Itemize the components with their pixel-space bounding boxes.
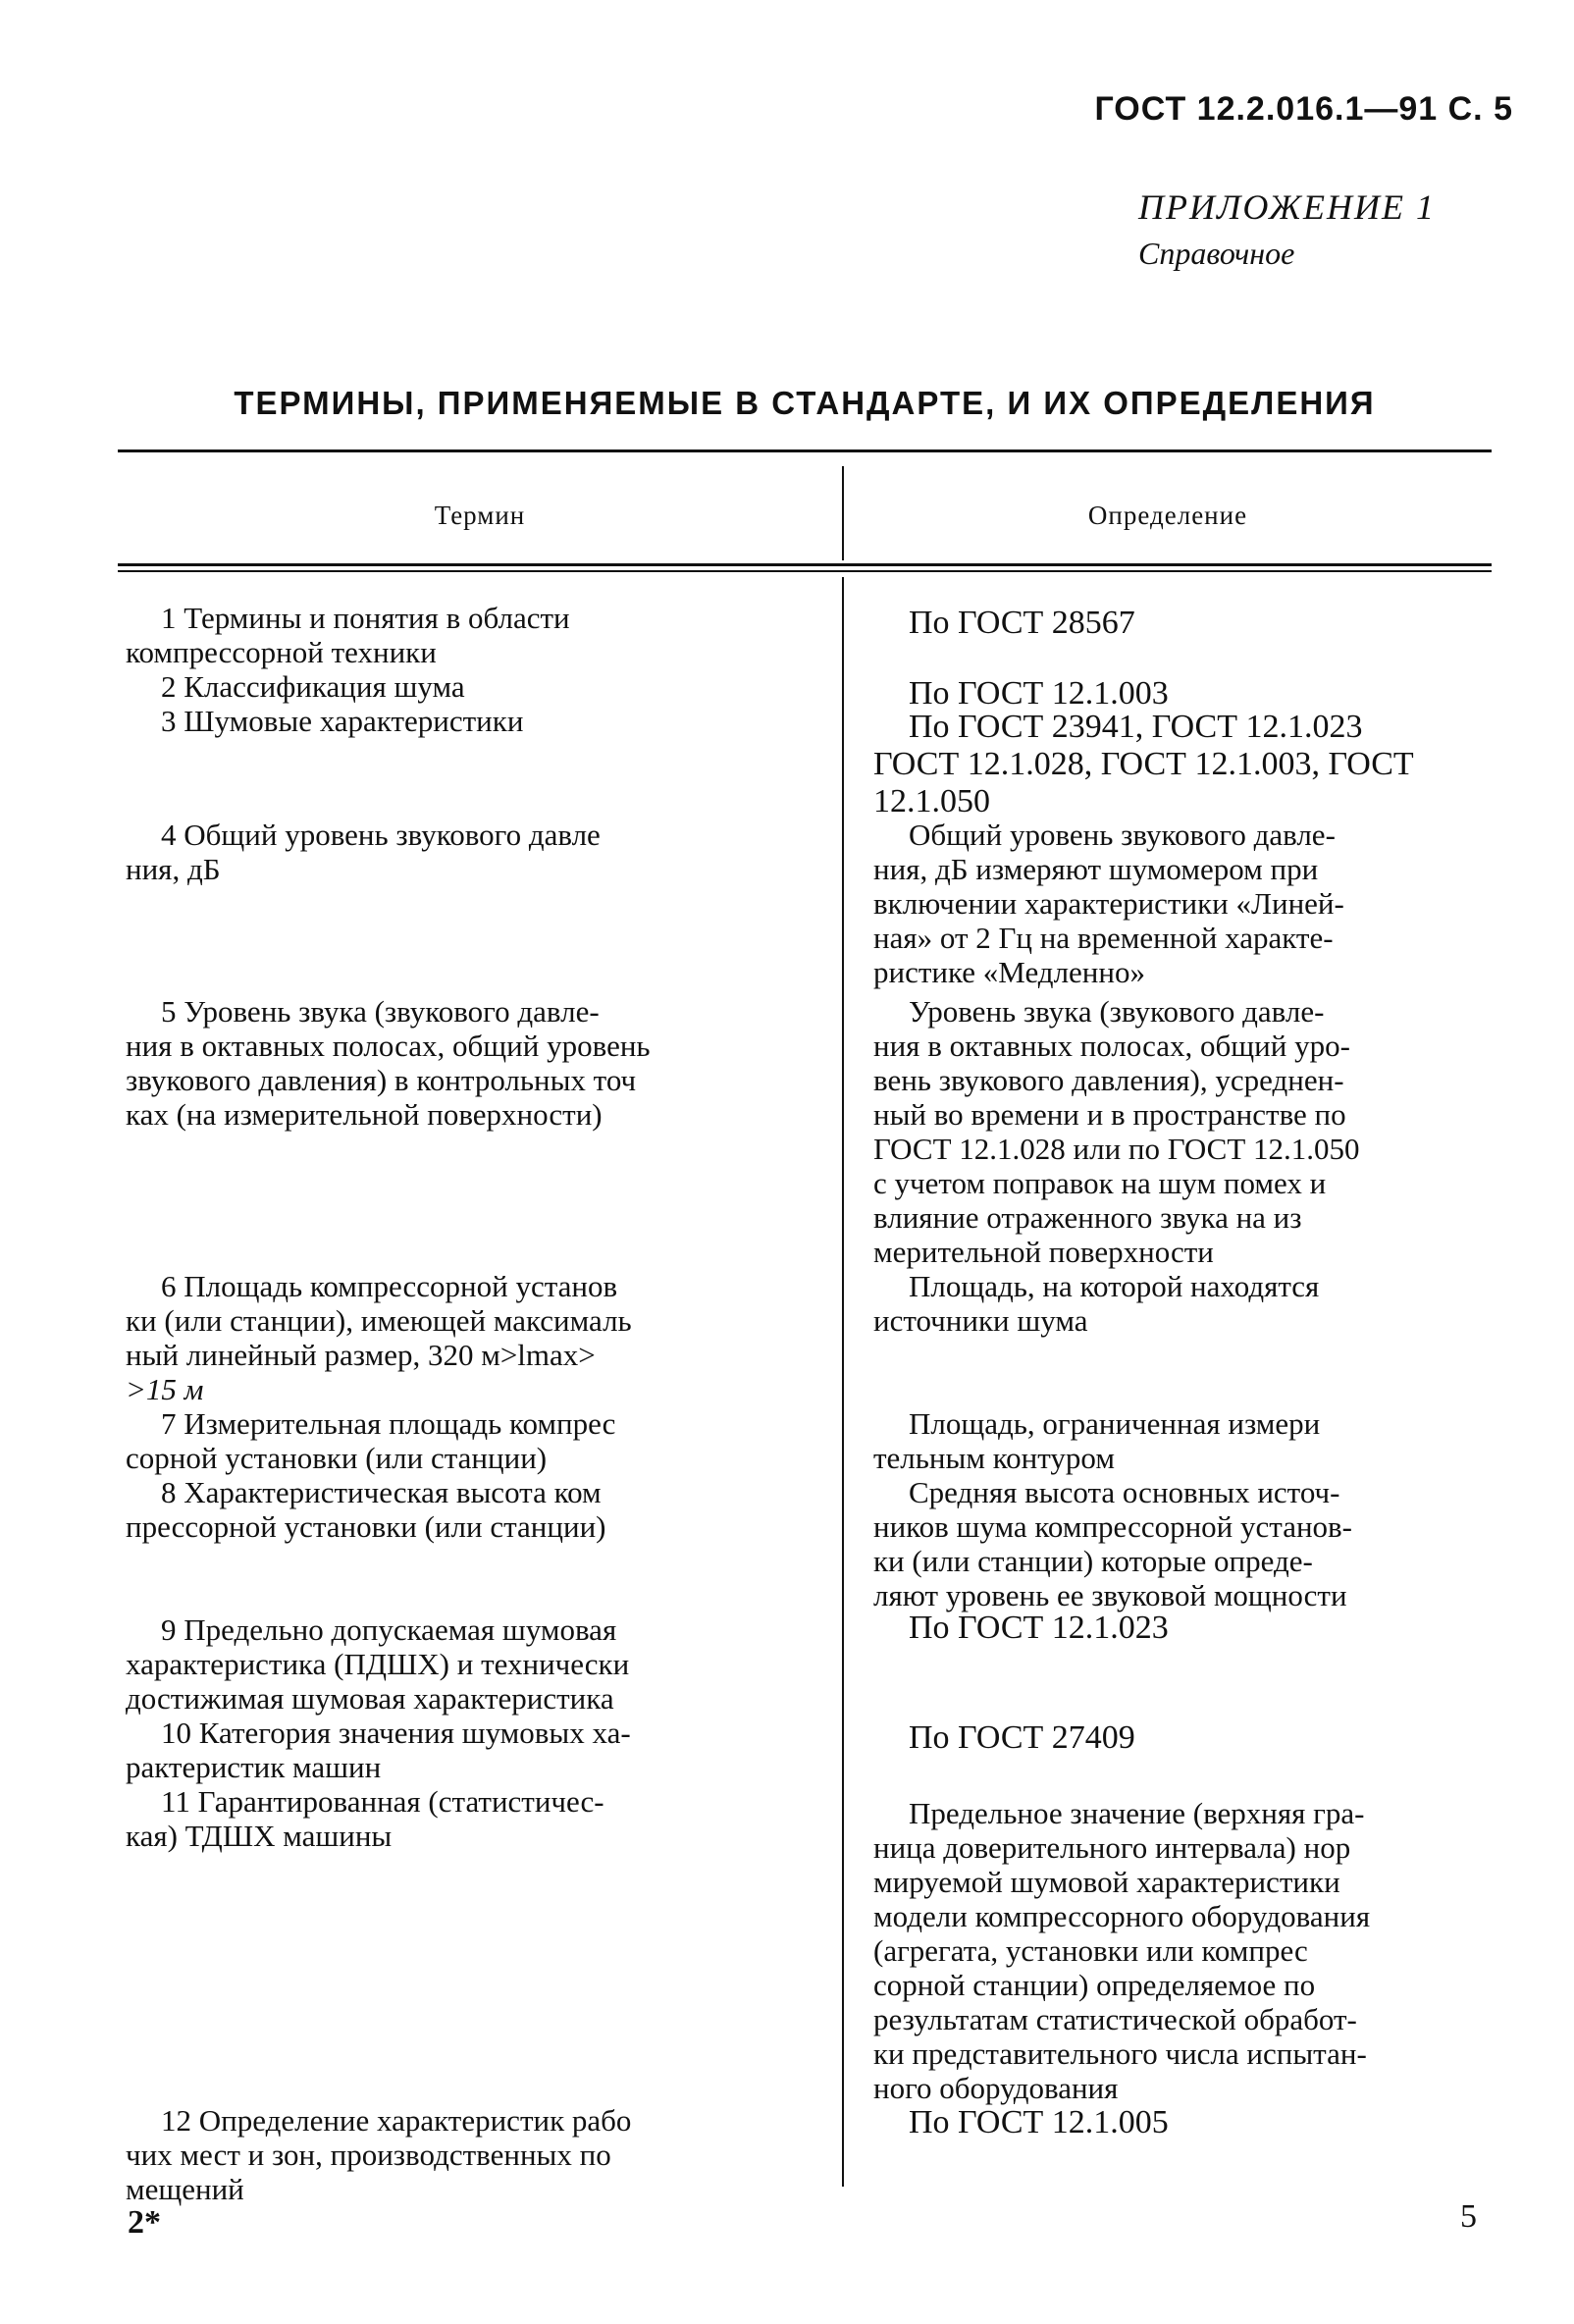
definition-line: По ГОСТ 27409 — [909, 1719, 1135, 1756]
definition-line: включении характеристики «Линей- — [873, 886, 1344, 921]
definition-line: тельным контуром — [873, 1441, 1115, 1475]
definition-cell-12 — [873, 2104, 1501, 2141]
definition-cell-3 — [873, 709, 1501, 820]
definition-line: Уровень звука (звукового давле- — [909, 994, 1325, 1029]
term-line: 3 Шумовые характеристики — [161, 704, 524, 738]
term-line: компрессорной техники — [126, 635, 437, 669]
definition-line: Предельное значение (верхняя гра- — [909, 1796, 1365, 1830]
term-line: 4 Общий уровень звукового давле — [161, 818, 601, 852]
definition-line: мируемой шумовой характеристики — [873, 1865, 1340, 1899]
term-line: ния в октавных полосах, общий уровень — [126, 1029, 651, 1063]
definition-line: По ГОСТ 12.1.003 — [909, 675, 1169, 712]
definition-line: (агрегата, установки или компрес — [873, 1933, 1308, 1968]
definition-line: мерительной поверхности — [873, 1235, 1214, 1269]
term-line: >15 м — [126, 1372, 204, 1406]
term-line: 6 Площадь компрессорной установ — [161, 1269, 618, 1303]
definition-line: 12.1.050 — [873, 783, 990, 819]
definition-line: Площадь, на которой находятся — [909, 1269, 1320, 1303]
column-header-term: Термин — [434, 501, 526, 530]
definition-cell-2 — [873, 675, 1501, 713]
table-header-rule-double — [118, 570, 1492, 572]
term-line: кая) ТДШХ машины — [126, 1819, 393, 1853]
term-cell-3 — [126, 704, 809, 738]
term-cell-7 — [126, 1406, 809, 1475]
definition-line: Площадь, ограниченная измери — [909, 1406, 1321, 1441]
definition-line: сорной станции) определяемое по — [873, 1968, 1316, 2002]
definition-line: По ГОСТ 12.1.023 — [909, 1610, 1169, 1646]
term-line: ки (или станции), имеющей максималь — [126, 1303, 632, 1338]
definition-line: ляют уровень ее звуковой мощности — [873, 1578, 1347, 1612]
term-cell-11 — [126, 1784, 809, 1853]
term-line: 8 Характеристическая высота ком — [161, 1475, 602, 1509]
table-header-rule — [118, 563, 1492, 566]
term-line: сорной установки (или станции) — [126, 1441, 548, 1475]
definition-line: По ГОСТ 28567 — [909, 605, 1135, 641]
term-line: 2 Классификация шума — [161, 669, 465, 704]
appendix-subtitle: Справочное — [1138, 236, 1295, 271]
definition-cell-10 — [873, 1719, 1501, 1757]
definition-line: вень звукового давления), усреднен- — [873, 1063, 1344, 1097]
page-title: ТЕРМИНЫ, ПРИМЕНЯЕМЫЕ В СТАНДАРТЕ, И ИХ ОПРЕДЕЛЕНИЯ — [234, 385, 1376, 421]
term-cell-6 — [126, 1269, 809, 1406]
term-line: достижимая шумовая характеристика — [126, 1681, 614, 1716]
definition-cell-4 — [873, 818, 1501, 989]
term-line: 7 Измерительная площадь компрес — [161, 1406, 616, 1441]
term-line: ния, дБ — [126, 852, 221, 886]
term-cell-2 — [126, 669, 809, 704]
column-header-definition: Определение — [1087, 501, 1248, 530]
term-line: 10 Категория значения шумовых ха- — [161, 1716, 631, 1750]
definition-line: ГОСТ 12.1.028, ГОСТ 12.1.003, ГОСТ — [873, 746, 1414, 782]
term-line: звукового давления) в контрольных точ — [126, 1063, 637, 1097]
term-cell-12 — [126, 2103, 809, 2206]
definition-line: источники шума — [873, 1303, 1088, 1338]
term-line: мещений — [126, 2172, 244, 2206]
definition-cell-9 — [873, 1610, 1501, 1647]
definition-cell-7 — [873, 1406, 1501, 1475]
definition-line: ГОСТ 12.1.028 или по ГОСТ 12.1.050 — [873, 1132, 1360, 1166]
signature-mark: 2* — [128, 2204, 161, 2241]
term-line: характеристика (ПДШХ) и технически — [126, 1647, 630, 1681]
definition-line: ная» от 2 Гц на временной характе- — [873, 921, 1334, 955]
definition-line: ки представительного числа испытан- — [873, 2036, 1367, 2071]
definition-line: По ГОСТ 23941, ГОСТ 12.1.023 — [909, 709, 1363, 745]
definition-cell-1 — [873, 605, 1501, 642]
definition-line: ристике «Медленно» — [873, 955, 1145, 989]
term-line: 11 Гарантированная (статистичес- — [161, 1784, 604, 1819]
term-cell-1 — [126, 601, 809, 669]
definition-line: влияние отраженного звука на из — [873, 1200, 1302, 1235]
table-column-divider — [842, 577, 844, 2187]
definition-cell-6 — [873, 1269, 1501, 1338]
definition-line: По ГОСТ 12.1.005 — [909, 2104, 1169, 2140]
definition-line: ница доверительного интервала) нор — [873, 1830, 1351, 1865]
definition-line: ный во времени и в пространстве по — [873, 1097, 1346, 1132]
definition-line: с учетом поправок на шум помех и — [873, 1166, 1327, 1200]
term-cell-5 — [126, 994, 809, 1132]
term-line: 12 Определение характеристик рабо — [161, 2103, 632, 2138]
definition-cell-5 — [873, 994, 1501, 1269]
definition-line: модели компрессорного оборудования — [873, 1899, 1371, 1933]
definition-cell-11 — [873, 1796, 1501, 2105]
term-line: 5 Уровень звука (звукового давле- — [161, 994, 600, 1029]
term-line: 1 Термины и понятия в области — [161, 601, 570, 635]
term-line: ках (на измерительной поверхности) — [126, 1097, 603, 1132]
definition-line: ния в октавных полосах, общий уро- — [873, 1029, 1350, 1063]
definition-line: ки (или станции) которые опреде- — [873, 1544, 1313, 1578]
term-line: 9 Предельно допускаемая шумовая — [161, 1612, 617, 1647]
term-cell-9 — [126, 1612, 809, 1716]
term-line: прессорной установки (или станции) — [126, 1509, 606, 1544]
document-code: ГОСТ 12.2.016.1—91 С. 5 — [1094, 90, 1513, 128]
table-top-rule — [118, 449, 1492, 452]
page-number: 5 — [1460, 2198, 1477, 2235]
definition-line: ного оборудования — [873, 2071, 1119, 2105]
term-line: рактеристик машин — [126, 1750, 382, 1784]
term-cell-4 — [126, 818, 809, 886]
term-cell-10 — [126, 1716, 809, 1784]
definition-line: Средняя высота основных источ- — [909, 1475, 1340, 1509]
term-line: чих мест и зон, производственных по — [126, 2138, 611, 2172]
appendix-label: ПРИЛОЖЕНИЕ 1 — [1138, 187, 1436, 227]
definition-line: ников шума компрессорной установ- — [873, 1509, 1353, 1544]
term-cell-8 — [126, 1475, 809, 1544]
definition-line: Общий уровень звукового давле- — [909, 818, 1336, 852]
definition-line: результатам статистической обработ- — [873, 2002, 1357, 2036]
definition-cell-8 — [873, 1475, 1501, 1612]
term-line: ный линейный размер, 320 м>lmax> — [126, 1338, 596, 1372]
definition-line: ния, дБ измеряют шумомером при — [873, 852, 1319, 886]
